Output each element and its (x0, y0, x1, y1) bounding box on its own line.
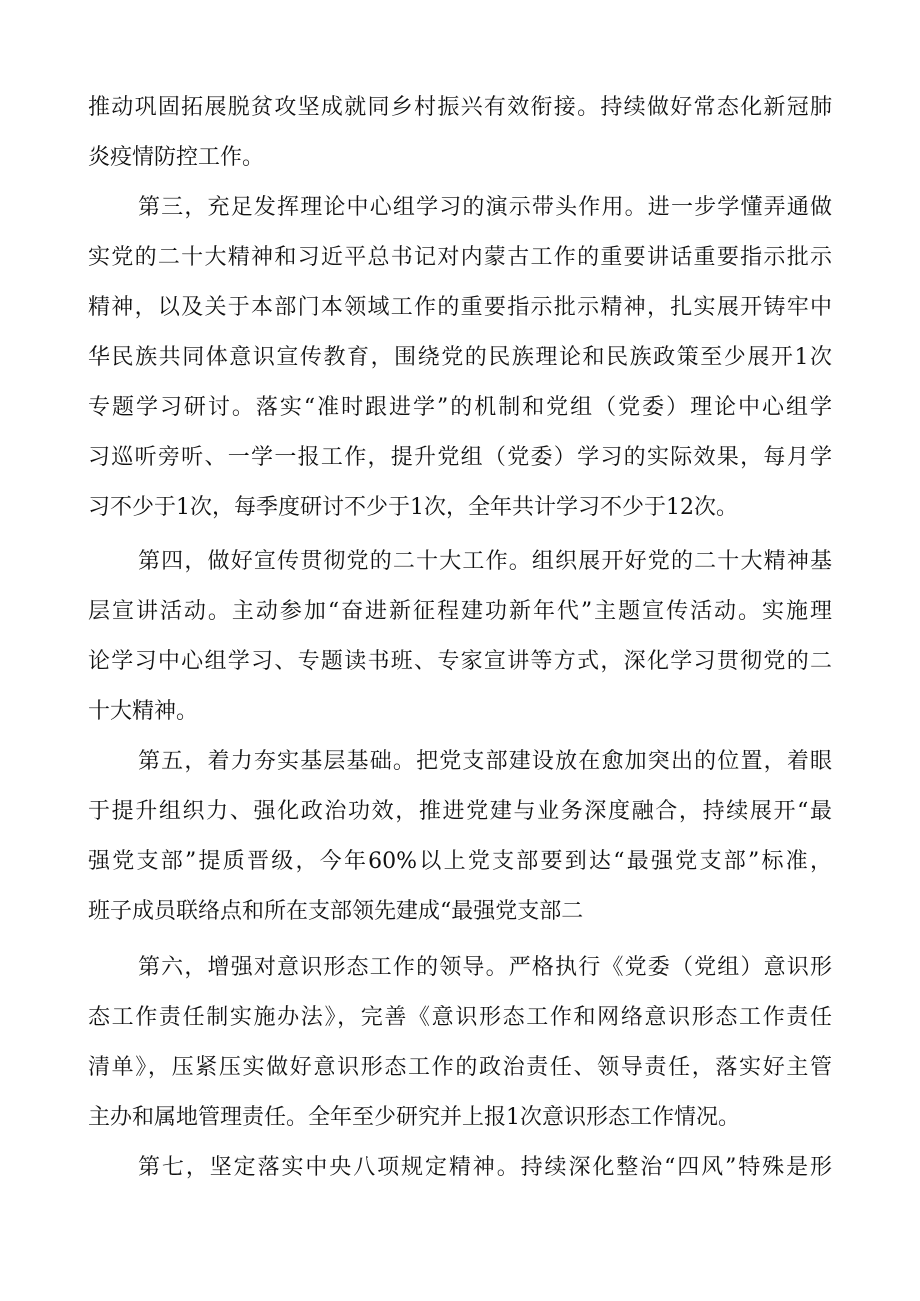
text-line: 于提升组织力、强化政治功效，推进党建与业务深度融合，持续展开“最 (88, 799, 832, 824)
text-line: 十大精神。 (88, 699, 199, 724)
text-line: 炎疫情防控工作。 (88, 145, 265, 170)
text-line: 第七，坚定落实中央八项规定精神。持续深化整治“四风”特殊是形 (138, 1155, 832, 1180)
text-line: 清单》，压紧压实做好意识形态工作的政治责任、领导责任，落实好主管 (88, 1055, 832, 1080)
text-line: 专题学习研讨。落实“准时跟进学”的机制和党组（党委）理论中心组学 (88, 395, 832, 420)
text-line: 层宣讲活动。主动参加“奋进新征程建功新年代”主题宣传活动。实施理 (88, 599, 832, 624)
text-line: 第三，充足发挥理论中心组学习的演示带头作用。进一步学懂弄通做 (138, 195, 832, 220)
text-line: 习巡听旁听、一学一报工作，提升党组（党委）学习的实际效果，每月学 (88, 445, 832, 470)
text-line: 华民族共同体意识宣传教育，围绕党的民族理论和民族政策至少展开1次 (88, 345, 832, 370)
text-line: 精神，以及关于本部门本领域工作的重要指示批示精神，扎实展开铸牢中 (88, 295, 832, 320)
text-line: 第五，着力夯实基层基础。把党支部建设放在愈加突出的位置，着眼 (138, 749, 832, 774)
text-line: 实党的二十大精神和习近平总书记对内蒙古工作的重要讲话重要指示批示 (88, 245, 832, 270)
text-line: 第六，增强对意识形态工作的领导。严格执行《党委（党组）意识形 (138, 955, 832, 980)
text-line: 主办和属地管理责任。全年至少研究并上报1次意识形态工作情况。 (88, 1105, 740, 1130)
text-line: 推动巩固拓展脱贫攻坚成就同乡村振兴有效衔接。持续做好常态化新冠肺 (88, 95, 832, 120)
text-line: 强党支部”提质晋级，今年60%以上党支部要到达“最强党支部”标准， (88, 849, 832, 874)
text-line: 态工作责任制实施办法》，完善《意识形态工作和网络意识形态工作责任 (88, 1005, 832, 1030)
text-line: 第四，做好宣传贯彻党的二十大工作。组织展开好党的二十大精神基 (138, 549, 832, 574)
text-line: 习不少于1次，每季度研讨不少于1次，全年共计学习不少于12次。 (88, 495, 738, 520)
text-line: 班子成员联络点和所在支部领先建成“最强党支部二 (88, 899, 584, 924)
text-line: 论学习中心组学习、专题读书班、专家宣讲等方式，深化学习贯彻党的二 (88, 649, 832, 674)
